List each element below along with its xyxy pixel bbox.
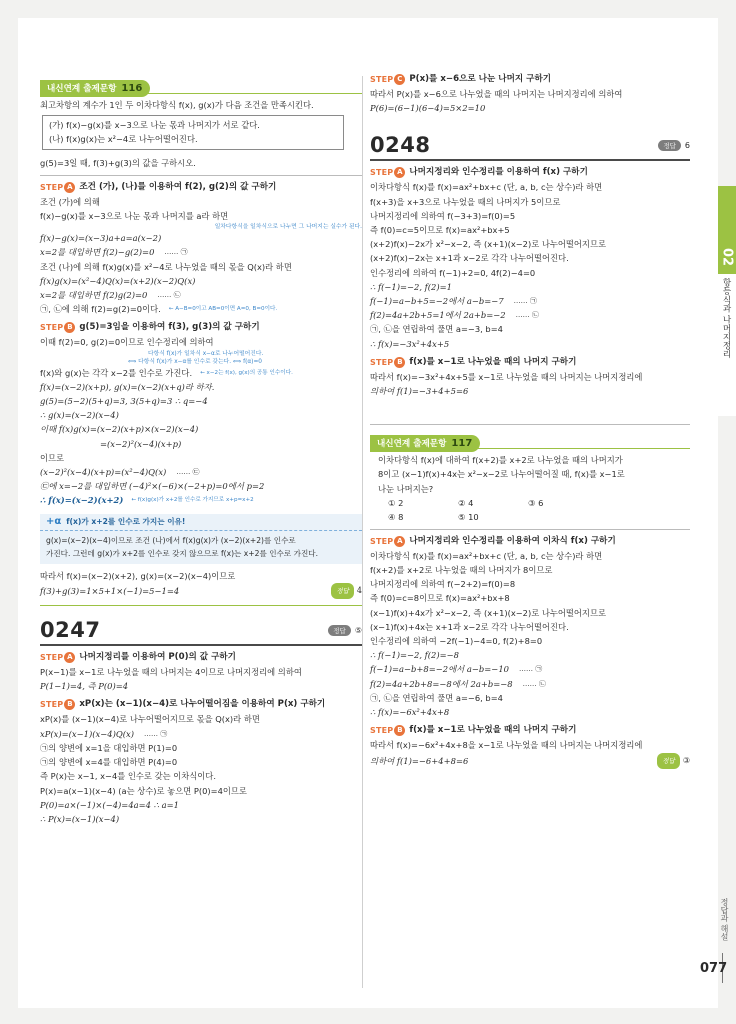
step-a-heading	[40, 180, 362, 195]
choice-3: ③ 6	[528, 497, 544, 508]
equation-text: x=2를 대입하면 f(2)g(2)=0	[40, 290, 148, 301]
equation-line: ∴ f(−1)=−2, f(2)=−8	[370, 650, 459, 661]
text-line: f(x+3)을 x+3으로 나누었을 때의 나머지가 5이므로	[370, 196, 561, 207]
divider-line	[40, 605, 362, 606]
step-b-heading	[40, 320, 362, 335]
choice-4: ④ 8	[388, 511, 404, 522]
chapter-number: 02	[719, 247, 735, 266]
text-line: (x−1)f(x)+4x가 x²−x−2, 즉 (x+1)(x−2)로 나누어떨어지므로	[370, 607, 606, 618]
problem-0247-header	[40, 618, 362, 646]
equation-line	[370, 308, 690, 322]
step-title: 나머지정리와 인수정리를 이용하여 이차식 f(x) 구하기	[409, 535, 616, 546]
answer-pill: 정답	[657, 753, 680, 769]
right-column	[370, 72, 690, 769]
section-label: 정답과 해설	[720, 898, 729, 941]
tip-line: g(x)=(x−2)(x−4)이므로 조건 (나)에서 f(x)g(x)가 (x−2)(x+2)를 인수로	[46, 535, 296, 545]
text-line: 나눈 나머지는?	[378, 483, 434, 494]
equation-line	[370, 662, 690, 676]
conclusion-text: ㉠, ㉡에 의해 f(2)=g(2)=0이다.	[40, 304, 161, 315]
step-label: STEP	[370, 536, 394, 546]
equation-tag: …… ㉡	[515, 311, 539, 320]
step-title: xP(x)는 (x−1)(x−4)로 나누어떨어짐을 이용하여 P(x) 구하기	[79, 699, 326, 710]
divider-line	[40, 175, 362, 176]
step-b-heading	[370, 723, 690, 738]
step-b-heading	[40, 697, 362, 712]
text-line	[40, 366, 362, 380]
text-line: f(x+2)를 x+2로 나누었을 때의 나머지가 8이므로	[370, 565, 553, 576]
step-letter-badge: B	[394, 357, 405, 368]
page	[18, 18, 735, 1008]
text-line: ㉠의 양변에 x=1을 대입하면 P(1)=0	[40, 742, 178, 753]
text-line: (x+2)f(x)−2x는 x+1과 x−2로 각각 나누어떨어진다.	[370, 253, 569, 264]
step-label: STEP	[40, 323, 64, 333]
equation-line: P(0)=a×(−1)×(−4)=4a=4 ∴ a=1	[40, 799, 179, 810]
statement-text: f(x)와 g(x)는 각각 x−2를 인수로 가진다.	[40, 367, 193, 378]
step-b-heading	[370, 355, 690, 370]
equation-line: ∴ f(x)=−6x²+4x+8	[370, 707, 450, 718]
equation-text: f(2)=4a+2b+8=−8에서 2a+b=−8	[370, 678, 513, 689]
answer-value: ③	[682, 755, 690, 765]
badge-label: 내신연계 출제문항	[47, 84, 117, 94]
step-title: f(x)를 x−1로 나누었을 때의 나머지 구하기	[409, 725, 577, 736]
plus-alpha-icon: +α	[46, 516, 62, 528]
equation-text: f(−1)=a−b+5=−2에서 a−b=−7	[370, 296, 504, 307]
annotation-note: ⟺ 다항식 f(x)가 x−α를 인수로 갖는다. ⟺ f(α)=0	[128, 358, 262, 365]
answer-pill: 정답	[328, 625, 351, 636]
chapter-title: 항등식과 나머지정리	[721, 278, 731, 359]
condition-a: (가) f(x)−g(x)를 x−3으로 나눈 몫과 나머지가 서로 같다.	[49, 120, 260, 131]
step-label: STEP	[370, 726, 394, 736]
badge-number: 116	[121, 82, 143, 94]
badge-label: 내신연계 출제문항	[377, 439, 447, 450]
step-title: P(x)를 x−6으로 나눈 나머지 구하기	[409, 74, 552, 84]
text-line: (x+2)f(x)−2x가 x²−x−2, 즉 (x+1)(x−2)로 나누어떨어지므로	[370, 239, 606, 250]
equation-line	[370, 753, 690, 769]
step-letter-badge: A	[394, 536, 405, 547]
step-label: STEP	[40, 700, 64, 710]
annotation-note: 다항식 f(x)가 일차식 x−α로 나누어떨어진다.	[148, 350, 264, 357]
annotation-note: 일차다항식을 일차식으로 나누면 그 나머지는 실수가 된다.	[214, 224, 362, 231]
equation-text: f(2)=4a+2b+5=1에서 2a+b=−2	[370, 310, 506, 321]
text-line: 이므로	[40, 452, 65, 463]
answer-label	[331, 583, 362, 599]
equation-line: P(6)=(6−1)(6−4)=5×2=10	[370, 103, 486, 114]
equation-tag: …… ㉡	[157, 291, 181, 300]
divider-line	[370, 529, 690, 530]
column-divider	[362, 76, 363, 988]
text-line: ㉠, ㉡을 연립하여 풀면 a=−6, b=4	[370, 692, 503, 703]
step-letter-badge: A	[394, 167, 405, 178]
choice-5: ⑤ 10	[458, 511, 479, 522]
step-label: STEP	[370, 168, 394, 178]
step-letter-badge: A	[64, 182, 75, 193]
text-line: 8이고 (x−1)f(x)+4x는 x²−x−2로 나누어떨어질 때, f(x)를 x−1로	[378, 469, 625, 480]
problem-intro: 최고차항의 계수가 1인 두 이차다항식 f(x), g(x)가 다음 조건을 만족시킨다.	[40, 100, 314, 110]
result-text: ∴ f(x)=(x−2)(x+2)	[40, 495, 124, 506]
equation-line: f(x)−g(x)=(x−3)a+a=a(x−2)	[40, 233, 162, 244]
text-line: 인수정리에 의하여 f(−1)+2=0, 4f(2)−4=0	[370, 267, 536, 278]
equation-tag: …… ㉠	[513, 297, 537, 306]
text-line: 따라서 f(x)=−6x²+4x+8을 x−1로 나누었을 때의 나머지는 나머지정리에	[370, 740, 643, 751]
text-line: 조건 (나)에 의해 f(x)g(x)를 x²−4로 나누었을 때의 몫을 Q(x)라 하면	[40, 261, 292, 272]
equation-text: (x−2)²(x−4)(x+p)=(x²−4)Q(x)	[40, 467, 167, 478]
left-column	[40, 76, 362, 826]
tip-box	[40, 514, 362, 564]
equation-tag: …… ㉠	[143, 729, 168, 738]
step-c-heading	[370, 72, 690, 87]
equation-line	[40, 727, 362, 741]
step-a-heading	[370, 165, 690, 180]
equation-text: x=2를 대입하면 f(2)−g(2)=0	[40, 247, 155, 258]
tip-line: 가진다. 그런데 g(x)가 x+2를 인수로 갖지 않으므로 f(x)는 x+2를 인수로 가진다.	[46, 548, 319, 558]
step-a-heading	[370, 534, 690, 549]
annotation-note: ← x−2는 f(x), g(x)의 공통 인수이다.	[200, 369, 293, 376]
text-line: 따라서 f(x)=−3x²+4x+5를 x−1로 나누었을 때의 나머지는 나머지정리에	[370, 371, 643, 382]
tip-title: f(x)가 x+2를 인수로 가지는 이유!	[66, 517, 186, 527]
answer-value: ⑤	[354, 625, 362, 635]
equation-line: f(x)g(x)=(x²−4)Q(x)=(x+2)(x−2)Q(x)	[40, 275, 196, 286]
answer-label	[328, 625, 362, 636]
condition-box	[42, 115, 344, 149]
text-line: (x−1)f(x)+4x는 x+1과 x−2로 각각 나누어떨어진다.	[370, 621, 569, 632]
final-equation: f(3)+g(3)=1×5+1×(−1)=5−1=4	[40, 585, 180, 596]
equation-tag: …… ㉠	[164, 248, 188, 257]
equation-text: f(−1)=a−b+8=−2에서 a−b=−10	[370, 664, 509, 675]
equation-line: ∴ f(x)=−3x²+4x+5	[370, 338, 450, 349]
condition-b: (나) f(x)g(x)는 x²−4로 나누어떨어진다.	[49, 134, 198, 145]
text-line: 즉 f(0)=c=5이므로 f(x)=ax²+bx+5	[370, 225, 510, 236]
text-line: 즉 P(x)는 x−1, x−4를 인수로 갖는 이차식이다.	[40, 771, 216, 782]
step-label: STEP	[370, 357, 394, 367]
equation-line: =(x−2)²(x−4)(x+p)	[100, 438, 182, 449]
equation-line: ∴ P(x)=(x−1)(x−4)	[40, 813, 120, 824]
answer-pill: 정답	[658, 140, 681, 151]
step-label: STEP	[40, 653, 64, 663]
answer-pill: 정답	[331, 583, 354, 599]
text-line: ㉠, ㉡을 연립하여 풀면 a=−3, b=4	[370, 324, 503, 335]
step-letter-badge: B	[394, 725, 405, 736]
problem-number: 0247	[40, 618, 101, 643]
problem-117-header	[370, 431, 690, 449]
chapter-tab	[718, 186, 736, 416]
problem-117-body	[370, 453, 690, 524]
tip-body	[40, 531, 362, 560]
text-line: 즉 f(0)=c=8이므로 f(x)=ax²+bx+8	[370, 593, 510, 604]
problem-question: g(5)=3일 때, f(3)+g(3)의 값을 구하시오.	[40, 157, 196, 168]
equation-line	[40, 288, 362, 302]
text-line: 이차다항식 f(x)에 대하여 f(x+2)를 x+2로 나누었을 때의 나머지가	[378, 455, 623, 466]
equation-line: ㉢에 x=−2를 대입하면 (−4)²×(−6)×(−2+p)=0에서 p=2	[40, 481, 265, 492]
step-letter-badge: B	[64, 322, 75, 333]
problem-number: 0248	[370, 133, 431, 158]
text-line: 따라서 P(x)를 x−6으로 나누었을 때의 나머지는 나머지정리에 의하여	[370, 89, 623, 99]
equation-line	[370, 677, 690, 691]
equation-tag: …… ㉠	[518, 665, 543, 674]
choice-2: ② 4	[458, 497, 474, 508]
answer-value: 4	[356, 585, 362, 595]
equation-line: g(5)=(5−2)(5+q)=3, 3(5+q)=3 ∴ q=−4	[40, 396, 208, 407]
text-line: 따라서 f(x)=(x−2)(x+2), g(x)=(x−2)(x−4)이므로	[40, 570, 236, 581]
badge-number: 117	[451, 437, 473, 449]
text-line: 나머지정리에 의하여 f(−2+2)=f(0)=8	[370, 579, 516, 590]
equation-line: P(1−1)=4, 즉 P(0)=4	[40, 681, 129, 692]
annotation-note: ← A−B=0이고 AB=0이면 A=0, B=0이다.	[168, 306, 278, 313]
step-title: 조건 (가), (나)를 이용하여 f(2), g(2)의 값 구하기	[79, 181, 277, 192]
equation-line: 의하여 f(1)=−3+4+5=6	[370, 386, 469, 397]
text-line: 이차다항식 f(x)를 f(x)=ax²+bx+c (단, a, b, c는 상수)라 하면	[370, 550, 603, 561]
equation-tag: …… ㉢	[176, 468, 200, 477]
step-title: g(5)=3임을 이용하여 f(3), g(3)의 값 구하기	[79, 322, 260, 333]
equation-line: f(x)=(x−2)(x+p), g(x)=(x−2)(x+q)라 하자.	[40, 381, 215, 392]
problem-badge	[40, 80, 150, 97]
text-line: 이때 f(2)=0, g(2)=0이므로 인수정리에 의하여	[40, 337, 214, 348]
equation-line	[370, 294, 690, 308]
text-line: 나머지정리에 의하여 f(−3+3)=f(0)=5	[370, 210, 516, 221]
equation-line	[40, 465, 362, 479]
text-line: xP(x)를 (x−1)(x−4)로 나누어떨어지므로 몫을 Q(x)라 하면	[40, 714, 260, 725]
equation-line: 이때 f(x)g(x)=(x−2)(x+p)×(x−2)(x−4)	[40, 424, 199, 435]
equation-text: xP(x)=(x−1)(x−4)Q(x)	[40, 728, 134, 739]
equation-line	[40, 493, 362, 507]
text-line: 조건 (가)에 의해	[40, 196, 100, 207]
text-line: f(x)−g(x)를 x−3으로 나눈 몫과 나머지를 a라 하면	[40, 211, 229, 222]
answer-label	[658, 140, 690, 151]
equation-line: ∴ f(−1)=−2, f(2)=1	[370, 281, 452, 292]
choice-1: ① 2	[388, 497, 404, 508]
step-a-heading	[40, 650, 362, 665]
step-label: STEP	[40, 182, 64, 192]
step-label: STEP	[370, 75, 394, 84]
equation-line	[40, 245, 362, 259]
tip-header	[40, 514, 362, 531]
text-line: 인수정리에 의하여 −2f(−1)−4=0, f(2)+8=0	[370, 636, 543, 647]
problem-badge	[370, 435, 480, 452]
step-letter-badge: A	[64, 652, 75, 663]
chapter-number-bar	[718, 186, 736, 274]
annotation-note: ← f(x)g(x)가 x+2를 인수로 가지므로 x+p=x+2	[131, 497, 254, 504]
equation-tag: …… ㉡	[522, 679, 546, 688]
text-line: P(x−1)를 x−1로 나누었을 때의 나머지는 4이므로 나머지정리에 의하여	[40, 667, 302, 678]
answer-value: 6	[684, 140, 690, 150]
step-title: f(x)를 x−1로 나누었을 때의 나머지 구하기	[409, 356, 577, 367]
equation-line: ∴ g(x)=(x−2)(x−4)	[40, 410, 119, 421]
page-number: 077	[700, 961, 728, 976]
step-letter-badge: B	[64, 699, 75, 710]
text-line: P(x)=a(x−1)(x−4) (a는 상수)로 놓으면 P(0)=4이므로	[40, 785, 247, 796]
problem-116-header	[40, 76, 362, 94]
text-line: ㉠의 양변에 x=4를 대입하면 P(4)=0	[40, 757, 178, 768]
step-title: 나머지정리와 인수정리를 이용하여 f(x) 구하기	[409, 167, 588, 178]
answer-label	[657, 753, 690, 769]
final-equation: 의하여 f(1)=−6+4+8=6	[370, 755, 469, 766]
text-line	[40, 302, 362, 316]
equation-line	[40, 583, 362, 599]
problem-0248-header	[370, 133, 690, 161]
step-letter-badge: C	[394, 74, 405, 85]
answer-choices	[388, 496, 608, 524]
text-line: 이차다항식 f(x)를 f(x)=ax²+bx+c (단, a, b, c는 상수)라 하면	[370, 182, 603, 193]
divider-line	[370, 424, 690, 425]
step-title: 나머지정리를 이용하여 P(0)의 값 구하기	[79, 652, 236, 663]
